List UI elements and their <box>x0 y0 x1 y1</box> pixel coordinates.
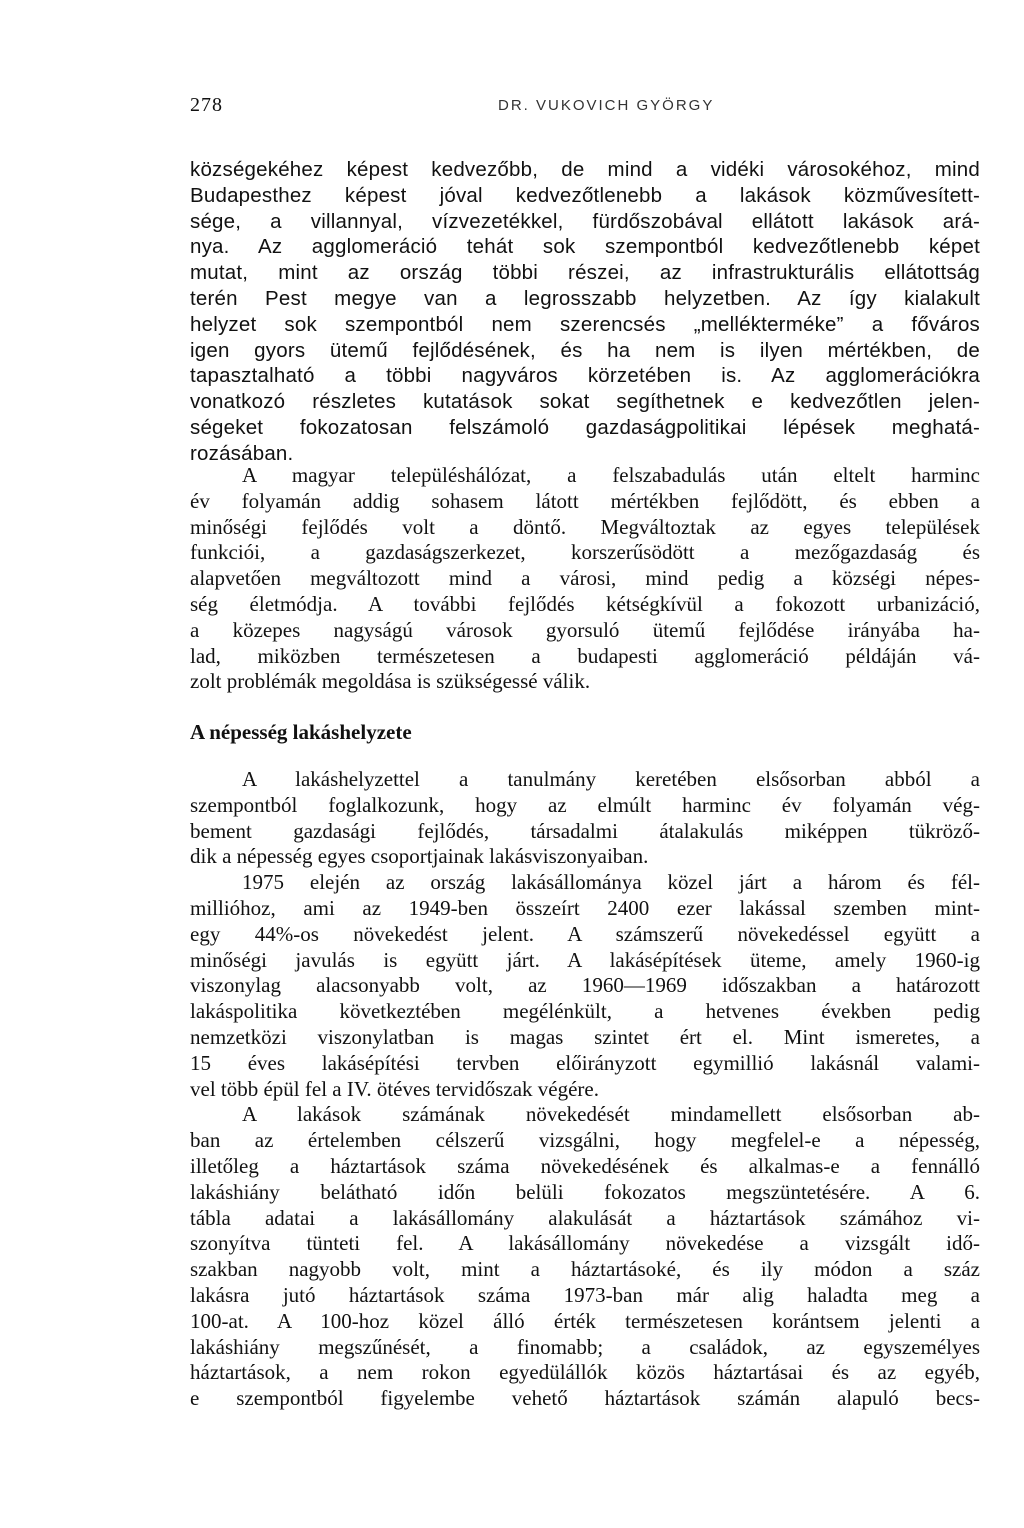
text-line: vonatkozó részletes kutatások sokat segíthetnek e kedvezőtlen jelen- <box>190 390 980 414</box>
text-line: egy 44%-os növekedést jelent. A számszerű növekedéssel együtt a <box>190 921 980 946</box>
text-line: lakáspolitika következtében megélénkült, a hetvenes években pedig <box>190 999 980 1024</box>
text-line: A lakások számának növekedését mindamellett elsősorban ab- <box>242 1102 980 1127</box>
text-line: terén Pest megye van a legrosszabb helyzetben. Az így kialakult <box>190 286 980 310</box>
text-line: vel több épül fel a IV. ötéves tervidőszak végére. <box>190 1076 599 1101</box>
text-line: lakásra jutó háztartások száma 1973-ban már alig haladta meg a <box>190 1282 980 1307</box>
text-line: zolt problémák megoldása is szükségessé válik. <box>190 669 591 694</box>
text-line: ban az értelemben célszerű vizsgálni, hogy megfelel-e a népesség, <box>190 1128 980 1153</box>
text-line: 100-at. A 100-hoz közel álló érték természetesen korántsem jelenti a <box>190 1308 980 1333</box>
text-line: rozásában. <box>190 441 294 465</box>
text-line: lakáshiány belátható időn belüli fokozatos megszüntetésére. A 6. <box>190 1179 980 1204</box>
text-line: illetőleg a háztartások száma növekedésének és alkalmas-e a fennálló <box>190 1153 980 1178</box>
paragraph-block-2 <box>190 463 980 695</box>
text-line: Budapesthez képest jóval kedvezőtlenebb a lakások közművesített- <box>190 183 980 207</box>
text-line: minőségi javulás is együtt járt. A lakásépítések üteme, amely 1960-ig <box>190 947 980 972</box>
text-line: mutat, mint az ország többi részei, az infrastrukturális ellátottság <box>190 261 980 285</box>
text-line: funkciói, a gazdaságszerkezet, korszerűsödött a mezőgazdaság és <box>190 540 980 565</box>
text-line: alapvetően megváltozott mind a városi, mind pedig a községi népes- <box>190 566 980 591</box>
text-line: ség életmódja. A további fejlődés kétségkívül a fokozott urbanizáció, <box>190 591 980 616</box>
section-heading: A népesség lakáshelyzete <box>190 720 412 744</box>
text-line: nya. Az agglomeráció tehát sok szempontból kedvezőtlenebb képet <box>190 235 980 259</box>
text-line: községekéhez képest kedvezőbb, de mind a vidéki városokéhoz, mind <box>190 158 980 181</box>
text-line: ségeket fokozatosan felszámoló gazdaságpolitikai lépések meghatá- <box>190 415 980 439</box>
paragraph-block-1 <box>190 157 980 467</box>
text-line: szempontból foglalkozunk, hogy az elmúlt harminc év folyamán vég- <box>190 792 980 817</box>
text-line: igen gyors ütemű fejlődésének, és ha nem is ilyen mértékben, de <box>190 338 980 362</box>
text-line: háztartások, a nem rokon egyedülállók közös háztartásai és az egyéb, <box>190 1360 980 1385</box>
text-line: e szempontból figyelembe vehető háztartások számán alapuló becs- <box>190 1386 980 1411</box>
text-line: millióhoz, ami az 1949-ben összeírt 2400 ezer lakással szemben mint- <box>190 895 980 920</box>
text-line: helyzet sok szempontból nem szerencsés „mellékterméke” a főváros <box>190 312 980 336</box>
text-line: nemzetközi viszonylatban is magas szintet ért el. Mint ismeretes, a <box>190 1024 980 1049</box>
text-line: szonyítva tünteti fel. A lakásállomány növekedése a vizsgált idő- <box>190 1231 980 1256</box>
text-line: 15 éves lakásépítési tervben előirányzott egymillió lakásnál valami- <box>190 1050 980 1075</box>
text-line: minőségi fejlődés volt a döntő. Megváltoztak az egyes települések <box>190 514 980 539</box>
running-head <box>190 94 980 118</box>
page-number: 278 <box>190 94 223 116</box>
text-line: lakáshiány megszűnését, a finomabb; a családok, az egyszemélyes <box>190 1334 980 1359</box>
text-line: szakban nagyobb volt, mint a háztartásoké, és ily módon a száz <box>190 1257 980 1282</box>
running-title-author: DR. VUKOVICH GYÖRGY <box>498 97 715 114</box>
text-line: év folyamán addig sohasem látott mértékben fejlődött, és ebben a <box>190 488 980 513</box>
text-line: A magyar településhálózat, a felszabadulás után eltelt harminc <box>242 463 980 487</box>
text-line: a közepes nagyságú városok gyorsuló ütemű fejlődése irányába ha- <box>190 617 980 642</box>
text-line: lad, miközben természetesen a budapesti agglomeráció példáján vá- <box>190 643 980 668</box>
text-line: 1975 elején az ország lakásállománya közel járt a három és fél- <box>242 870 980 895</box>
paragraph-block-3 <box>190 767 980 1412</box>
text-line: tábla adatai a lakásállomány alakulását a háztartások számához vi- <box>190 1205 980 1230</box>
text-line: viszonylag alacsonyabb volt, az 1960—1969 időszakban a határozott <box>190 973 980 998</box>
text-line: sége, a villannyal, vízvezetékkel, fürdőszobával ellátott lakások ará- <box>190 209 980 233</box>
text-line: bement gazdasági fejlődés, társadalmi átalakulás miképpen tükröző- <box>190 818 980 843</box>
text-line: tapasztalható a többi nagyváros körzetében is. Az agglomerációkra <box>190 364 980 388</box>
text-line: A lakáshelyzettel a tanulmány keretében elsősorban abból a <box>242 767 980 791</box>
text-line: dik a népesség egyes csoportjainak lakásviszonyaiban. <box>190 844 649 869</box>
